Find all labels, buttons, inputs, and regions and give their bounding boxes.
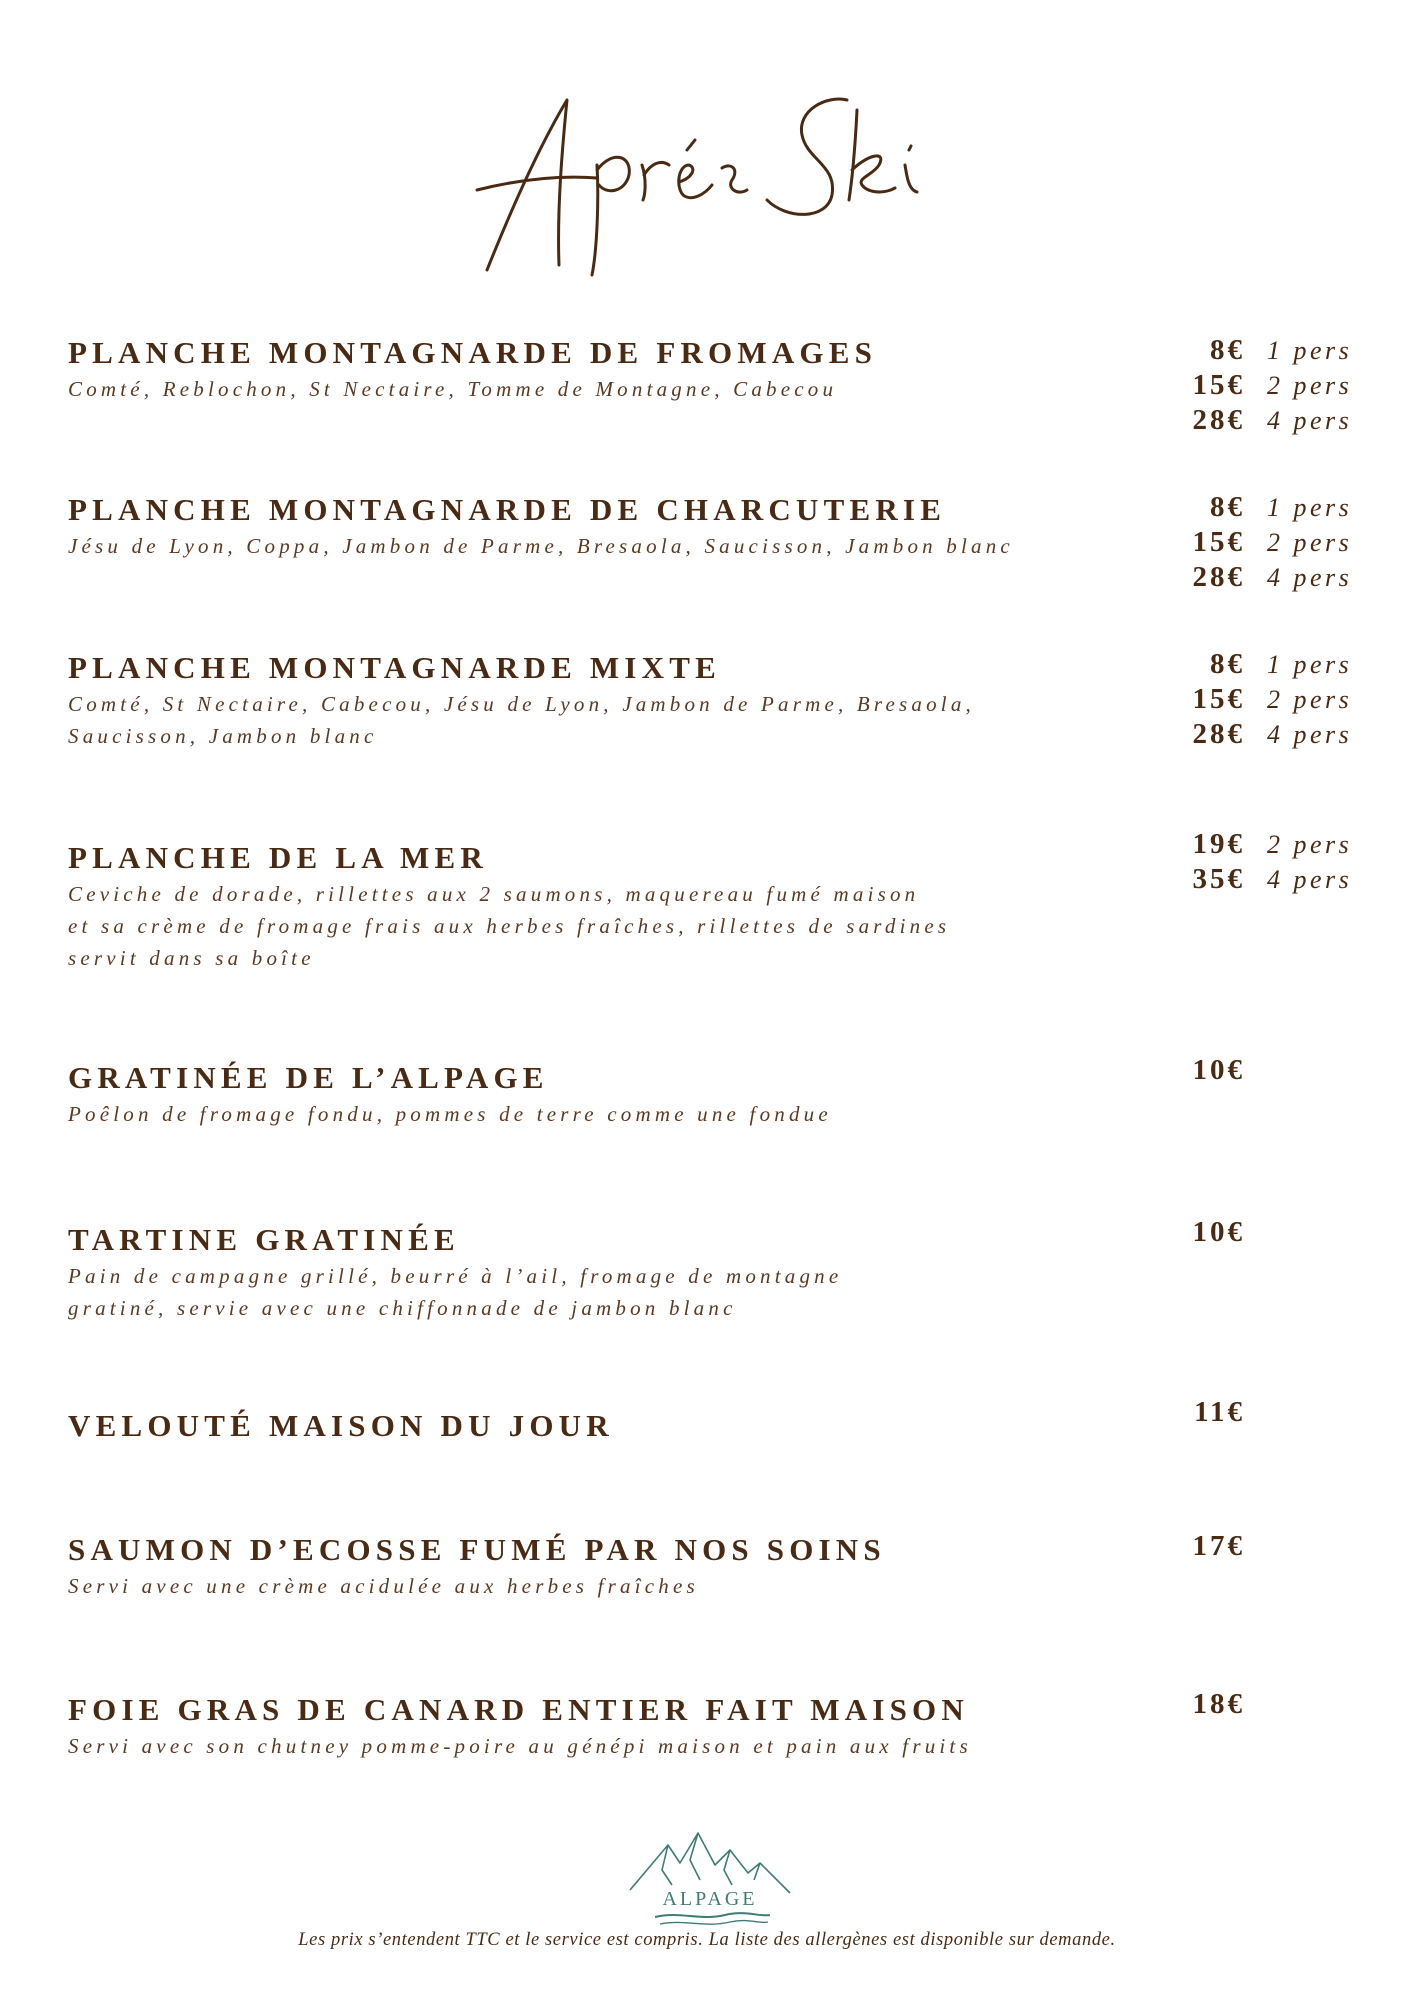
price-amount: 8€ [1210, 648, 1245, 680]
price-row [1100, 526, 1360, 561]
item-description: et sa crème de fromage frais aux herbes fraîches, rillettes de sardines [68, 914, 951, 938]
price-list [1100, 1396, 1360, 1431]
item-name: PLANCHE MONTAGNARDE MIXTE [68, 650, 721, 685]
price-row [1100, 828, 1360, 863]
price-quantity: 2 pers [1267, 830, 1353, 859]
price-row [1100, 1530, 1360, 1565]
price-row [1100, 334, 1360, 369]
price-list [1100, 491, 1360, 596]
item-description: servit dans sa boîte [68, 946, 315, 970]
price-amount: 8€ [1210, 334, 1245, 366]
price-row [1100, 1216, 1360, 1251]
price-quantity: 4 pers [1267, 865, 1353, 894]
price-row [1100, 863, 1360, 898]
price-row [1100, 683, 1360, 718]
price-amount: 35€ [1192, 863, 1245, 895]
price-row [1100, 491, 1360, 526]
price-row [1100, 1396, 1360, 1431]
price-amount: 28€ [1192, 718, 1245, 750]
price-amount: 17€ [1192, 1530, 1245, 1562]
price-quantity: 2 pers [1267, 528, 1353, 557]
price-list [1100, 828, 1360, 898]
price-quantity: 4 pers [1267, 720, 1353, 749]
item-name: PLANCHE MONTAGNARDE DE FROMAGES [68, 335, 878, 370]
item-description: Comté, St Nectaire, Cabecou, Jésu de Lyon, Jambon de Parme, Bresaola, [68, 692, 975, 716]
item-name: GRATINÉE DE L’ALPAGE [68, 1060, 549, 1095]
alpage-logo [620, 1825, 800, 1935]
price-list [1100, 1054, 1360, 1089]
price-row [1100, 1688, 1360, 1723]
price-quantity: 2 pers [1267, 371, 1353, 400]
price-list [1100, 1688, 1360, 1723]
item-name: PLANCHE MONTAGNARDE DE CHARCUTERIE [68, 492, 947, 527]
price-list [1100, 1530, 1360, 1565]
price-list [1100, 1216, 1360, 1251]
mountain-logo-icon [620, 1825, 800, 1935]
price-amount: 10€ [1192, 1216, 1245, 1248]
price-amount: 15€ [1192, 526, 1245, 558]
price-amount: 18€ [1192, 1688, 1245, 1720]
apres-ski-script-title [447, 70, 967, 300]
price-quantity: 2 pers [1267, 685, 1353, 714]
item-description: Ceviche de dorade, rillettes aux 2 saumons, maquereau fumé maison [68, 882, 920, 906]
price-row [1100, 404, 1360, 439]
item-description: Comté, Reblochon, St Nectaire, Tomme de Montagne, Cabecou [68, 377, 838, 401]
page-title [0, 70, 1414, 300]
price-amount: 15€ [1192, 369, 1245, 401]
price-amount: 19€ [1192, 828, 1245, 860]
item-description: Servi avec son chutney pomme-poire au génépi maison et pain aux fruits [68, 1734, 972, 1758]
footer-note: Les prix s’entendent TTC et le service est compris. La liste des allergènes est disponible sur demande. [298, 1930, 1116, 1950]
price-amount: 10€ [1192, 1054, 1245, 1086]
item-description: Poêlon de fromage fondu, pommes de terre comme une fondue [68, 1102, 832, 1126]
price-amount: 28€ [1192, 561, 1245, 593]
logo-wordmark: ALPAGE [662, 1888, 758, 1910]
price-row [1100, 369, 1360, 404]
price-quantity: 4 pers [1267, 406, 1353, 435]
price-row [1100, 648, 1360, 683]
item-name: TARTINE GRATINÉE [68, 1222, 460, 1257]
price-amount: 15€ [1192, 683, 1245, 715]
item-name: PLANCHE DE LA MER [68, 840, 488, 875]
price-quantity: 1 pers [1267, 336, 1353, 365]
item-name: FOIE GRAS DE CANARD ENTIER FAIT MAISON [68, 1692, 969, 1727]
item-description: gratiné, servie avec une chiffonnade de jambon blanc [68, 1296, 737, 1320]
item-description: Servi avec une crème acidulée aux herbes fraîches [68, 1574, 699, 1598]
price-quantity: 4 pers [1267, 563, 1353, 592]
price-row [1100, 561, 1360, 596]
price-row [1100, 1054, 1360, 1089]
price-amount: 8€ [1210, 491, 1245, 523]
item-description: Jésu de Lyon, Coppa, Jambon de Parme, Bresaola, Saucisson, Jambon blanc [68, 534, 1014, 558]
item-name: VELOUTÉ MAISON DU JOUR [68, 1408, 614, 1443]
price-list [1100, 648, 1360, 753]
price-quantity: 1 pers [1267, 650, 1353, 679]
price-row [1100, 718, 1360, 753]
price-quantity: 1 pers [1267, 493, 1353, 522]
item-description: Pain de campagne grillé, beurré à l’ail, fromage de montagne [68, 1264, 843, 1288]
price-list [1100, 334, 1360, 439]
price-amount: 11€ [1194, 1396, 1245, 1428]
price-amount: 28€ [1192, 404, 1245, 436]
item-description: Saucisson, Jambon blanc [68, 724, 378, 748]
item-name: SAUMON D’ECOSSE FUMÉ PAR NOS SOINS [68, 1532, 886, 1567]
